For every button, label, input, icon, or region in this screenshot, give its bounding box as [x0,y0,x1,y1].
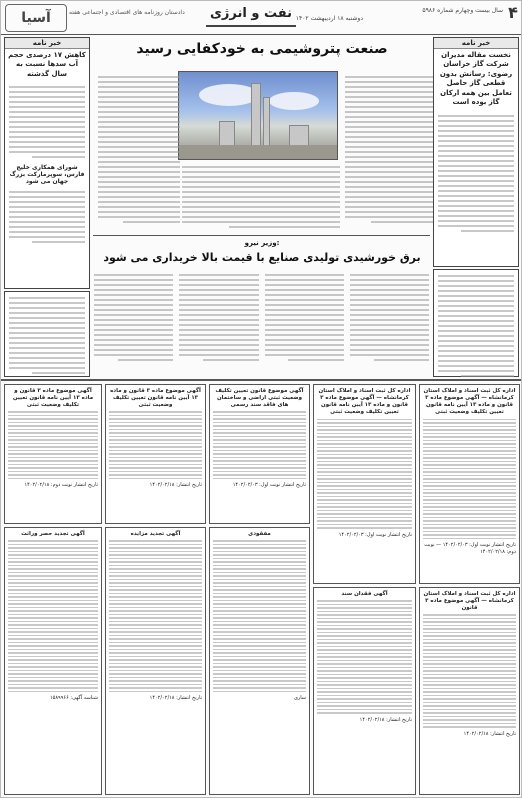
ad-notice-7: آگهی فقدان سند تاریخ انتشار: ۱۴۰۲/۰۲/۱۸ [313,587,416,795]
left-column-title: کاهش ۱۷ درصدی حجم آب سدها نسبت به سال گذشته [8,51,86,78]
ad-notice-3: آگهی موضوع قانون تعیین تکلیف وضعیت ثبتی اراضی و ساختمان های فاقد سند رسمی تاریخ انتشار نوبت اول: ۱۴۰۲/۰۲/۰۳ [209,384,310,524]
section-title: نفت و انرژی [206,3,296,27]
ad-notice-10: آگهی تجدید حصر وراثت شناسه آگهی: ۱۵۸۹۹۶۶ [4,527,102,795]
second-article-headline: برق خورشیدی تولیدی صنایع با قیمت بالا خریداری می شود [103,251,421,264]
page-number: ۴ [508,3,518,22]
second-article-kicker: وزیر نیرو: [244,239,280,247]
ad-notice-6: اداره کل ثبت اسناد و املاک استان کرمانشاه — آگهی موضوع ماده ۳ قانون تاریخ انتشار: ۱۴۰۲/۰۲/۱۸ [419,587,520,795]
issue-info: سال بیست وچهارم شماره ۵۹۸۶ [422,7,503,14]
left-column-title-2: شورای همکاری خلیج فارس، سوپرمارکت بزرگ جهان می شود [9,164,85,186]
ad-notice-2: اداره کل ثبت اسناد و املاک استان کرمانشاه — آگهی موضوع ماده ۳ قانون و ماده ۱۳ آیین نامه قانون تعیین تکلیف وضعیت ثبتی تاریخ انتشار نوبت اول: ۱۴۰۲/۰۲/۰۳ [313,384,416,584]
ad-notice-5: آگهی موضوع ماده ۳ قانون و ماده ۱۳ آیین نامه قانون تعیین تکلیف وضعیت ثبتی تاریخ انتشار نوبت دوم: ۱۴۰۲/۰۲/۱۸ [4,384,102,524]
right-column-continued [433,269,519,377]
masthead-tagline: دادستان روزنامه های اقتصادی و اجتماعی هفته [69,9,185,16]
issue-date: دوشنبه ۱۸ اردیبهشت ۱۴۰۲ [295,15,363,22]
right-column-tag: خبر نامه [434,38,518,49]
article-divider [93,235,430,236]
left-column-body [5,81,89,163]
right-column-title: نخست مقاله مدیران شرکت گاز خراسان رضوی: رسانش بدون قطعی گاز حاصل تعامل بین همه ارکان گاز بوده است [439,51,513,107]
ads-divider [1,379,522,381]
left-column-continued [4,291,90,377]
main-article-col-1 [341,71,437,235]
header-rule [1,34,522,35]
main-article-col-4 [94,71,184,235]
left-news-column [4,37,90,289]
ad-notice-8: مفقودی ساری [209,527,310,795]
ad-notice-9: آگهی تجدید مزایده تاریخ انتشار: ۱۴۰۲/۰۲/۱۸ [105,527,206,795]
page-header [1,1,522,35]
main-article-col-2-3 [178,161,344,237]
masthead-logo: آسیا [5,4,67,32]
ad-notice-4: آگهی موضوع ماده ۳ قانون و ماده ۱۳ آیین نامه قانون تعیین تکلیف وضعیت ثبتی تاریخ انتشار: ۱۴۰۲/۰۲/۱۸ [105,384,206,524]
right-column-body [434,110,518,237]
refinery-photo [178,71,338,160]
second-article-body [94,271,429,373]
ad-notice-1: اداره کل ثبت اسناد و املاک استان کرمانشاه — آگهی موضوع ماده ۳ قانون و ماده ۱۳ آیین نامه قانون تعیین تکلیف وضعیت ثبتی تاریخ انتشار نوبت اول: ۱۴۰۲/۰۲/۰۳ — نوبت دوم: ۱۴۰۲/۰۲/۱۸ [419,384,520,584]
main-headline: صنعت پتروشیمی به خودکفایی رسید [136,41,388,57]
right-news-column [433,37,519,267]
left-column-tag: خبر نامه [5,38,89,49]
